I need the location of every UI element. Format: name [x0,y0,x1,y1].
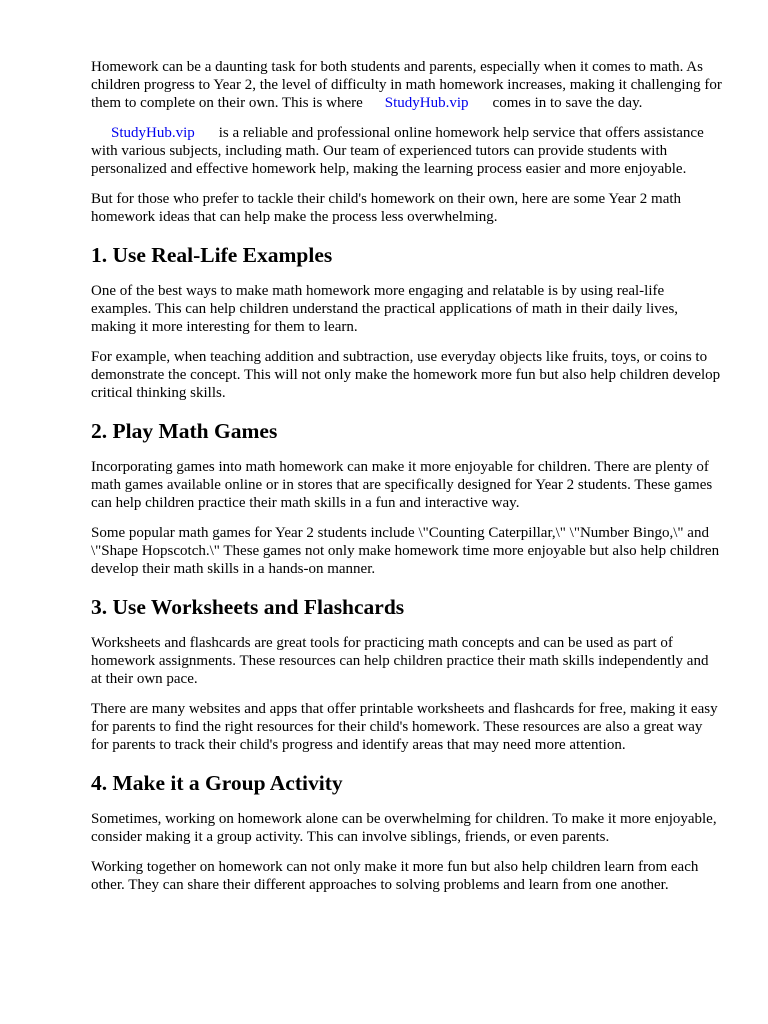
intro-paragraph-3: But for those who prefer to tackle their child's homework on their own, here are some Year 2 math homework ideas that can help make the process less overwhelming. [91,191,682,225]
studyhub-link-1[interactable]: StudyHub.vip [384,95,469,111]
section-heading-3: 3. Use Worksheets and Flashcards [91,595,405,619]
section-heading-4: 4. Make it a Group Activity [91,771,343,795]
intro-text-2: is a reliable and professional online homework help service that offers assistance with various subjects, including math. Our team of experienced tutors can provide students with personalized and effective homework help, making the learning process easier and more enjoyable. [91,125,704,177]
intro-text-1: Homework can be a daunting task for both students and parents, especially when it comes to math. As children progress to Year 2, the level of difficulty in math homework increases, making it challenging for them to complete on their own. This is where [91,59,722,111]
section-2-paragraph-1: Incorporating games into math homework can make it more enjoyable for children. There are plenty of math games available online or in stores that are specifically designed for Year 2 students. These games can help children practice their math skills in a fun and interactive way. [91,459,713,511]
section-1-paragraph-1: One of the best ways to make math homework more engaging and relatable is by using real-life examples. This can help children understand the practical applications of math in their daily lives, making it more interesting for them to learn. [91,283,679,335]
studyhub-link-2[interactable]: StudyHub.vip [111,125,195,141]
intro-paragraph-2 [91,124,723,178]
section-3-paragraph-1: Worksheets and flashcards are great tools for practicing math concepts and can be used as part of homework assignments. These resources can help children practice their math skills independently and at their own pace. [91,635,709,687]
section-2-paragraph-2: Some popular math games for Year 2 students include \"Counting Caterpillar,\" \"Number Bingo,\" and \"Shape Hopscotch.\" These games not only make homework time more enjoyable but also help children develop their math skills in a hands-on manner. [91,525,720,577]
section-3-paragraph-2: There are many websites and apps that offer printable worksheets and flashcards for free, making it easy for parents to find the right resources for their child's homework. These resources are also a great way for parents to track their child's progress and identify areas that may need more attention. [91,701,718,753]
intro-text-1-end: comes in to save the day. [492,95,643,111]
section-1-paragraph-2: For example, when teaching addition and subtraction, use everyday objects like fruits, toys, or coins to demonstrate the concept. This will not only make the homework more fun but also help children develop critical thinking skills. [91,349,721,401]
section-heading-1: 1. Use Real-Life Examples [91,243,333,267]
section-4-paragraph-2: Working together on homework can not only make it more fun but also help children learn from each other. They can share their different approaches to solving problems and learn from one another. [91,859,699,893]
section-heading-2: 2. Play Math Games [91,419,278,443]
intro-paragraph-1 [91,58,723,112]
document-page [91,58,723,906]
section-4-paragraph-1: Sometimes, working on homework alone can be overwhelming for children. To make it more enjoyable, consider making it a group activity. This can involve siblings, friends, or even parents. [91,811,717,845]
